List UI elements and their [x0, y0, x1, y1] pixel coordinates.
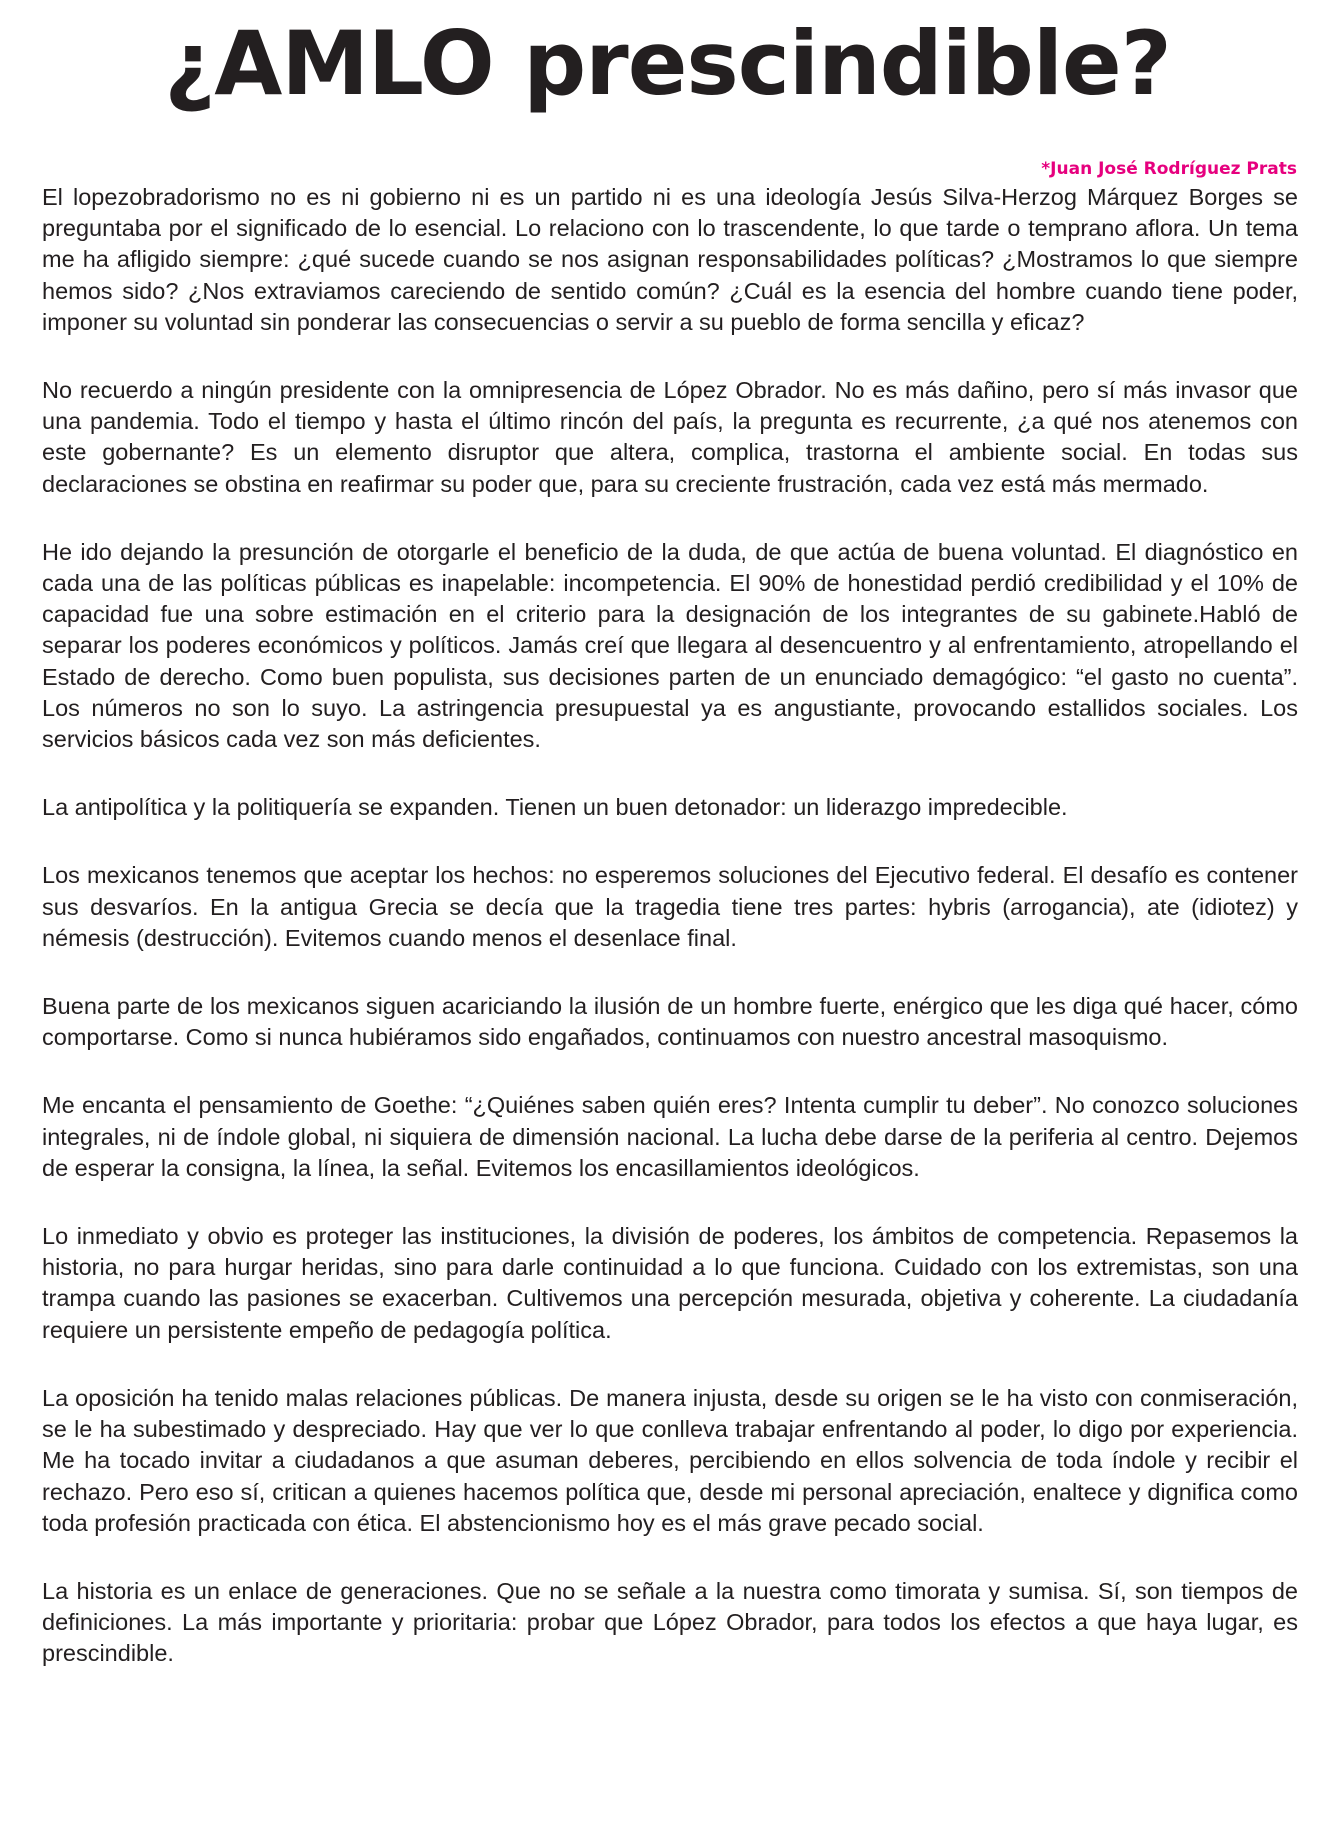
author-byline: *Juan José Rodríguez Prats	[1041, 159, 1297, 179]
paragraph-10: La historia es un enlace de generaciones. Que no se señale a la nuestra como timorata y sumisa. Sí, son tiempos de definiciones. La más importante y prioritaria: probar que López Obrador, para todos los efectos a que haya lugar, es prescindible.	[42, 1577, 1298, 1667]
paragraph-8: Lo inmediato y obvio es proteger las instituciones, la división de poderes, los ámbitos de competencia. Repasemos la historia, no para hurgar heridas, sino para darle continuidad a lo que funciona. Cuidado con los extremistas, son una trampa cuando las pasiones se exacerban. Cultivemos una percepción mesurada, objetiva y coherente. La ciudadanía requiere un persistente empeño de pedagogía política.	[42, 1223, 1298, 1343]
paragraph-2: No recuerdo a ningún presidente con la omnipresencia de López Obrador. No es más dañino, pero sí más invasor que una pandemia. Todo el tiempo y hasta el último rincón del país, la pregunta es recurrente, ¿a qué nos atenemos con este gobernante? Es un elemento disruptor que altera, complica, trastorna el ambiente social. En todas sus declaraciones se obstina en reafirmar su poder que, para su creciente frustración, cada vez está más mermado.	[42, 377, 1298, 497]
paragraph-9: La oposición ha tenido malas relaciones públicas. De manera injusta, desde su origen se le ha visto con conmiseración, se le ha subestimado y despreciado. Hay que ver lo que conlleva trabajar enfrentando al poder, lo digo por experiencia. Me ha tocado invitar a ciudadanos a que asuman deberes, percibiendo en ellos solvencia de toda índole y recibir el rechazo. Pero eso sí, critican a quienes hacemos política que, desde mi personal apreciación, enaltece y dignifica como toda profesión practicada con ética. El abstencionismo hoy es el más grave pecado social.	[42, 1384, 1298, 1536]
paragraph-4: La antipolítica y la politiquería se expanden. Tienen un buen detonador: un liderazgo impredecible.	[42, 794, 1068, 821]
paragraph-1: El lopezobradorismo no es ni gobierno ni es un partido ni es una ideología Jesús Silva-Herzog Márquez Borges se preguntaba por el significado de lo esencial. Lo relaciono con lo trascendente, lo que tarde o temprano aflora. Un tema me ha afligido siempre: ¿qué sucede cuando se nos asignan responsabilidades políticas? ¿Mostramos lo que siempre hemos sido? ¿Nos extraviamos careciendo de sentido común? ¿Cuál es la esencia del hombre cuando tiene poder, imponer su voluntad sin ponderar las consecuencias o servir a su pueblo de forma sencilla y eficaz?	[42, 184, 1298, 335]
article-title: ¿AMLO prescindible?	[164, 12, 1171, 115]
paragraph-3: He ido dejando la presunción de otorgarle el beneficio de la duda, de que actúa de buena voluntad. El diagnóstico en cada una de las políticas públicas es inapelable: incompetencia. El 90% de honestidad perdió credibilidad y el 10% de capacidad fue una sobre estimación en el criterio para la designación de los integrantes de su gabinete.Habló de separar los poderes económicos y políticos. Jamás creí que llegara al desencuentro y al enfrentamiento, atropellando el Estado de derecho. Como buen populista, sus decisiones parten de un enunciado demagógico: “el gasto no cuenta”. Los números no son lo suyo. La astringencia presupuestal ya es angustiante, provocando estallidos sociales. Los servicios básicos cada vez son más deficientes.	[42, 538, 1298, 753]
paragraph-7: Me encanta el pensamiento de Goethe: “¿Quiénes saben quién eres? Intenta cumplir tu deber”. No conozco soluciones integrales, ni de índole global, ni siquiera de dimensión nacional. La lucha debe darse de la periferia al centro. Dejemos de esperar la consigna, la línea, la señal. Evitemos los encasillamientos ideológicos.	[42, 1092, 1298, 1181]
paragraph-5: Los mexicanos tenemos que aceptar los hechos: no esperemos soluciones del Ejecutivo federal. El desafío es contener sus desvaríos. En la antigua Grecia se decía que la tragedia tiene tres partes: hybris (arrogancia), ate (idiotez) y némesis (destrucción). Evitemos cuando menos el desenlace final.	[42, 862, 1298, 951]
article-body	[42, 182, 1298, 1670]
paragraph-6: Buena parte de los mexicanos siguen acariciando la ilusión de un hombre fuerte, enérgico que les diga qué hacer, cómo comportarse. Como si nunca hubiéramos sido engañados, continuamos con nuestro ancestral masoquismo.	[42, 993, 1298, 1051]
